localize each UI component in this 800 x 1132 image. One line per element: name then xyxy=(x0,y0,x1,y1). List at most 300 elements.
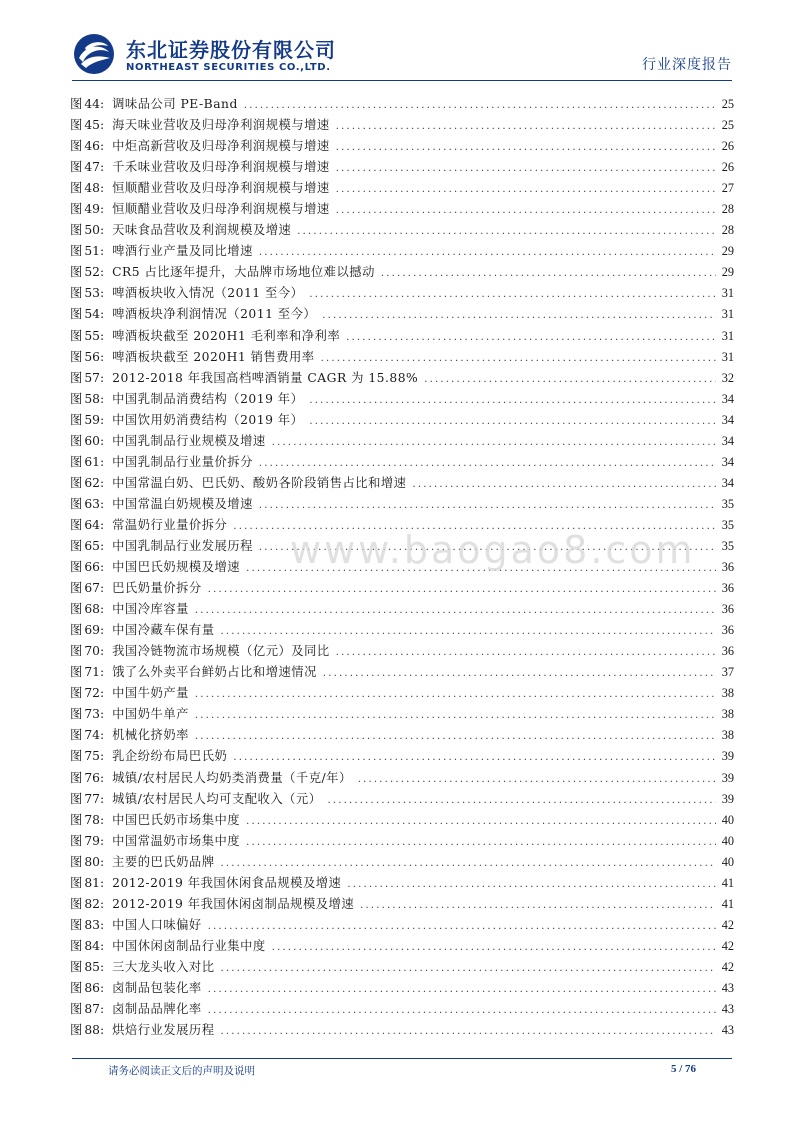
toc-entry-title[interactable]: 2012-2018 年我国高档啤酒销量 CAGR 为 15.88% xyxy=(112,370,419,385)
toc-entry[interactable] xyxy=(70,683,734,704)
toc-entry-title[interactable]: 啤酒板块收入情况（2011 至今） xyxy=(112,286,304,301)
toc-entry-page[interactable]: 40 xyxy=(721,812,734,827)
toc-entry-prefix: 图 xyxy=(70,244,83,259)
toc-entry[interactable] xyxy=(70,789,734,810)
toc-entry[interactable] xyxy=(70,873,734,894)
toc-entry-colon: : xyxy=(99,812,105,827)
toc-entry-prefix: 图 xyxy=(70,602,83,617)
toc-entry-colon: : xyxy=(99,496,105,511)
toc-entry-colon: : xyxy=(99,665,105,680)
toc-leader-dots xyxy=(424,374,715,385)
toc-leader-dots xyxy=(309,416,715,427)
toc-entry[interactable] xyxy=(70,178,734,199)
toc-entry-colon: : xyxy=(99,1023,105,1038)
toc-entry[interactable] xyxy=(70,957,734,978)
toc-entry-colon: : xyxy=(99,980,105,995)
toc-entry-colon: : xyxy=(99,560,105,575)
toc-entry-title[interactable]: 乳企纷纷布局巴氏奶 xyxy=(112,749,228,764)
toc-entry-page[interactable]: 39 xyxy=(721,791,734,806)
toc-entry-page[interactable]: 25 xyxy=(721,97,734,111)
toc-entry[interactable] xyxy=(70,199,734,220)
toc-entry-page[interactable]: 43 xyxy=(721,1002,734,1017)
toc-entry[interactable] xyxy=(70,641,734,662)
toc-entry-colon: : xyxy=(99,644,105,659)
toc-leader-dots xyxy=(336,142,716,153)
toc-entry-colon: : xyxy=(99,602,105,617)
toc-entry-title[interactable]: 中炬高新营收及归母净利润规模与增速 xyxy=(112,139,330,154)
toc-entry-prefix: 图 xyxy=(70,770,83,785)
toc-entry-page[interactable]: 36 xyxy=(721,644,734,659)
toc-entry-page[interactable]: 36 xyxy=(721,602,734,617)
toc-entry-prefix: 图 xyxy=(70,581,83,596)
toc-entry-title[interactable]: 啤酒板块截至 2020H1 销售费用率 xyxy=(112,349,315,364)
toc-entry-number: 88 xyxy=(84,1023,100,1038)
toc-entry-colon: : xyxy=(99,833,105,848)
toc-leader-dots xyxy=(322,310,716,321)
toc-entry-colon: : xyxy=(99,139,105,154)
toc-entry[interactable] xyxy=(70,578,734,599)
toc-entry[interactable] xyxy=(70,620,734,641)
toc-entry-prefix: 图 xyxy=(70,665,83,680)
toc-entry-colon: : xyxy=(99,244,105,259)
company-name-cn: 东北证券股份有限公司 xyxy=(126,38,336,62)
toc-entry-page[interactable]: 42 xyxy=(721,959,734,974)
toc-entry-page[interactable]: 26 xyxy=(721,139,734,154)
toc-entry-page[interactable]: 35 xyxy=(721,538,734,553)
toc-entry-number: 72 xyxy=(84,686,100,701)
toc-entry-prefix: 图 xyxy=(70,328,83,343)
toc-entry-page[interactable]: 35 xyxy=(721,496,734,511)
toc-leader-dots xyxy=(381,268,716,279)
toc-entry-prefix: 图 xyxy=(70,475,83,490)
toc-entry-colon: : xyxy=(99,896,105,911)
toc-entry-prefix: 图 xyxy=(70,749,83,764)
toc-entry-colon: : xyxy=(99,938,105,953)
toc-entry-number: 60 xyxy=(84,433,100,448)
toc-entry-colon: : xyxy=(99,517,105,532)
toc-leader-dots xyxy=(272,437,716,448)
toc-entry-prefix: 图 xyxy=(70,370,83,385)
toc-entry-prefix: 图 xyxy=(70,938,83,953)
toc-leader-dots xyxy=(208,984,716,995)
toc-entry-page[interactable]: 36 xyxy=(721,560,734,575)
toc-entry-colon: : xyxy=(99,707,105,722)
toc-entry-number: 61 xyxy=(84,454,100,469)
toc-entry-prefix: 图 xyxy=(70,1023,83,1038)
toc-entry-number: 47 xyxy=(84,160,100,175)
toc-entry-page[interactable]: 38 xyxy=(721,686,734,701)
toc-entry-page[interactable]: 38 xyxy=(721,707,734,722)
toc-entry[interactable] xyxy=(70,936,734,957)
toc-leader-dots xyxy=(221,626,716,637)
toc-entry-page[interactable]: 39 xyxy=(721,770,734,785)
toc-entry-prefix: 图 xyxy=(70,959,83,974)
toc-leader-dots xyxy=(336,163,716,174)
toc-entry-colon: : xyxy=(99,328,105,343)
toc-entry[interactable] xyxy=(70,368,734,389)
footer-divider xyxy=(72,1058,732,1059)
toc-leader-dots xyxy=(412,479,715,490)
toc-entry-prefix: 图 xyxy=(70,496,83,511)
page-number: 5 / 76 xyxy=(670,1063,696,1075)
toc-entry-number: 56 xyxy=(84,349,100,364)
toc-entry-colon: : xyxy=(99,370,105,385)
toc-entry-prefix: 图 xyxy=(70,139,83,154)
toc-entry-number: 51 xyxy=(84,244,100,259)
toc-entry-page[interactable]: 35 xyxy=(721,517,734,532)
toc-leader-dots xyxy=(246,816,716,827)
toc-entry-page[interactable]: 34 xyxy=(721,433,734,448)
toc-entry-number: 78 xyxy=(84,812,100,827)
toc-entry-number: 52 xyxy=(84,265,100,280)
toc-entry-number: 74 xyxy=(84,728,100,743)
toc-entry-title[interactable]: 中国巴氏奶规模及增速 xyxy=(112,560,241,575)
toc-entry-page[interactable]: 31 xyxy=(721,328,734,343)
toc-entry-number: 73 xyxy=(84,707,100,722)
toc-entry-prefix: 图 xyxy=(70,875,83,890)
toc-entry-title[interactable]: 中国奶牛单产 xyxy=(112,707,189,722)
toc-entry-number: 64 xyxy=(84,517,100,532)
toc-entry[interactable] xyxy=(70,431,734,452)
toc-entry[interactable] xyxy=(70,452,734,473)
toc-entry-colon: : xyxy=(99,349,105,364)
toc-entry-number: 63 xyxy=(84,496,100,511)
watermark: www.baogao8.com xyxy=(290,528,696,572)
toc-entry-page[interactable]: 40 xyxy=(721,833,734,848)
toc-entry-title[interactable]: 千禾味业营收及归母净利润规模与增速 xyxy=(112,160,330,175)
toc-entry[interactable] xyxy=(70,157,734,178)
toc-entry-colon: : xyxy=(99,265,105,280)
toc-entry-number: 58 xyxy=(84,391,100,406)
toc-entry-number: 55 xyxy=(84,328,100,343)
toc-entry-title[interactable]: 中国冷藏车保有量 xyxy=(112,623,215,638)
toc-entry[interactable] xyxy=(70,410,734,431)
toc-entry-prefix: 图 xyxy=(70,980,83,995)
toc-entry-page[interactable]: 34 xyxy=(721,391,734,406)
toc-leader-dots xyxy=(323,668,716,679)
toc-entry-page[interactable]: 26 xyxy=(721,160,734,175)
toc-leader-dots xyxy=(195,710,716,721)
toc-entry[interactable] xyxy=(70,220,734,241)
toc-entry-title[interactable]: 烘焙行业发展历程 xyxy=(112,1023,215,1038)
toc-leader-dots xyxy=(195,689,716,700)
toc-entry-title[interactable]: 中国常温白奶规模及增速 xyxy=(112,496,253,511)
toc-entry-page[interactable]: 36 xyxy=(721,623,734,638)
toc-entry-number: 75 xyxy=(84,749,100,764)
toc-entry-title[interactable]: 卤制品品牌化率 xyxy=(112,1002,202,1017)
toc-entry-number: 81 xyxy=(84,875,100,890)
toc-entry-title[interactable]: 2012-2019 年我国休闲食品规模及增速 xyxy=(112,875,342,890)
toc-entry-page[interactable]: 25 xyxy=(721,118,734,133)
toc-leader-dots xyxy=(221,858,716,869)
toc-entry[interactable] xyxy=(70,662,734,683)
toc-entry-title[interactable]: 海天味业营收及归母净利润规模与增速 xyxy=(112,118,330,133)
toc-leader-dots xyxy=(272,942,716,953)
toc-entry-colon: : xyxy=(99,917,105,932)
toc-leader-dots xyxy=(297,226,715,237)
toc-entry-colon: : xyxy=(99,181,105,196)
toc-leader-dots xyxy=(208,921,716,932)
toc-entry-colon: : xyxy=(99,959,105,974)
toc-entry-number: 83 xyxy=(84,917,100,932)
report-type: 行业深度报告 xyxy=(642,57,732,73)
toc-entry[interactable] xyxy=(70,494,734,515)
toc-entry-number: 70 xyxy=(84,644,100,659)
toc-leader-dots xyxy=(195,605,716,616)
toc-leader-dots xyxy=(309,289,715,300)
toc-entry[interactable] xyxy=(70,136,734,157)
toc-entry-number: 57 xyxy=(84,370,100,385)
toc-entry[interactable] xyxy=(70,473,734,494)
toc-entry-prefix: 图 xyxy=(70,202,83,217)
toc-leader-dots xyxy=(328,795,716,806)
toc-entry-prefix: 图 xyxy=(70,917,83,932)
toc-entry-prefix: 图 xyxy=(70,812,83,827)
footer-disclaimer: 请务必阅读正文后的声明及说明 xyxy=(108,1065,255,1077)
toc-entry-title[interactable]: 卤制品包装化率 xyxy=(112,980,202,995)
toc-entry-title[interactable]: 2012-2019 年我国休闲卤制品规模及增速 xyxy=(112,896,355,911)
toc-entry-colon: : xyxy=(99,749,105,764)
header-divider xyxy=(72,80,732,81)
toc-entry-colon: : xyxy=(99,433,105,448)
toc-entry-colon: : xyxy=(99,307,105,322)
toc-entry-prefix: 图 xyxy=(70,391,83,406)
toc-leader-dots xyxy=(246,837,716,848)
toc-entry-page[interactable]: 42 xyxy=(721,938,734,953)
toc-entry-colon: : xyxy=(99,391,105,406)
toc-leader-dots xyxy=(195,731,716,742)
toc-entry-page[interactable]: 27 xyxy=(721,181,734,196)
toc-entry-prefix: 图 xyxy=(70,517,83,532)
toc-entry-page[interactable]: 34 xyxy=(721,412,734,427)
toc-entry-prefix: 图 xyxy=(70,686,83,701)
toc-entry-page[interactable]: 28 xyxy=(721,223,734,238)
toc-leader-dots xyxy=(221,963,716,974)
toc-entry-page[interactable]: 36 xyxy=(721,581,734,596)
toc-entry-page[interactable]: 31 xyxy=(721,349,734,364)
toc-entry-title[interactable]: 中国饮用奶消费结构（2019 年） xyxy=(112,412,304,427)
toc-entry[interactable] xyxy=(70,999,734,1020)
toc-leader-dots xyxy=(208,584,716,595)
toc-entry-title[interactable]: 我国冷链物流市场规模（亿元）及同比 xyxy=(112,644,330,659)
toc-entry-title[interactable]: 三大龙头收入对比 xyxy=(112,959,215,974)
toc-entry-number: 77 xyxy=(84,791,100,806)
toc-entry-colon: : xyxy=(99,475,105,490)
toc-entry-prefix: 图 xyxy=(70,454,83,469)
toc-leader-dots xyxy=(360,900,716,911)
toc-entry-title[interactable]: 中国巴氏奶市场集中度 xyxy=(112,812,241,827)
toc-leader-dots xyxy=(309,395,715,406)
toc-entry-number: 44 xyxy=(84,97,100,111)
toc-entry-prefix: 图 xyxy=(70,728,83,743)
toc-entry-colon: : xyxy=(99,1002,105,1017)
toc-entry[interactable] xyxy=(70,389,734,410)
toc-entry[interactable] xyxy=(70,283,734,304)
toc-entry-title[interactable]: 城镇/农村居民人均奶类消费量（千克/年） xyxy=(112,770,352,785)
toc-entry-title[interactable]: 天味食品营收及利润规模及增速 xyxy=(112,223,292,238)
toc-entry-prefix: 图 xyxy=(70,560,83,575)
toc-entry-colon: : xyxy=(99,454,105,469)
toc-entry-title[interactable]: 常温奶行业量价拆分 xyxy=(112,517,228,532)
toc-entry[interactable] xyxy=(70,115,734,136)
toc-entry-title[interactable]: 中国冷库容量 xyxy=(112,602,189,617)
toc-entry-title[interactable]: 中国乳制品行业量价拆分 xyxy=(112,454,253,469)
toc-entry-colon: : xyxy=(99,854,105,869)
toc-entry-number: 59 xyxy=(84,412,100,427)
toc-entry-prefix: 图 xyxy=(70,623,83,638)
toc-entry-title[interactable]: 中国乳制品消费结构（2019 年） xyxy=(112,391,304,406)
toc-entry-colon: : xyxy=(99,791,105,806)
toc-entry-number: 68 xyxy=(84,602,100,617)
toc-entry-number: 66 xyxy=(84,560,100,575)
toc-entry-title[interactable]: 饿了么外卖平台鲜奶占比和增速情况 xyxy=(112,665,317,680)
toc-entry-page[interactable]: 41 xyxy=(721,875,734,890)
toc-leader-dots xyxy=(336,205,716,216)
toc-entry[interactable] xyxy=(70,852,734,873)
toc-leader-dots xyxy=(259,247,716,258)
toc-entry[interactable] xyxy=(70,725,734,746)
toc-entry-page[interactable]: 43 xyxy=(721,1023,734,1038)
toc-entry-title[interactable]: 恒顺醋业营收及归母净利润规模与增速 xyxy=(112,181,330,196)
toc-entry-number: 54 xyxy=(84,307,100,322)
toc-entry-prefix: 图 xyxy=(70,349,83,364)
toc-entry-page[interactable]: 28 xyxy=(721,202,734,217)
toc-entry-page[interactable]: 37 xyxy=(721,665,734,680)
toc-entry-prefix: 图 xyxy=(70,412,83,427)
toc-entry-number: 50 xyxy=(84,223,100,238)
toc-entry-number: 67 xyxy=(84,581,100,596)
toc-entry-number: 65 xyxy=(84,538,100,553)
toc-entry-page[interactable]: 39 xyxy=(721,749,734,764)
toc-leader-dots xyxy=(346,332,716,343)
toc-entry-prefix: 图 xyxy=(70,707,83,722)
toc-entry-title[interactable]: 中国乳制品行业发展历程 xyxy=(112,538,253,553)
toc-entry-prefix: 图 xyxy=(70,265,83,280)
toc-entry-title[interactable]: CR5 占比逐年提升，大品牌市场地位难以撼动 xyxy=(112,265,375,280)
toc-entry-title[interactable]: 中国休闲卤制品行业集中度 xyxy=(112,938,266,953)
toc-entry-number: 85 xyxy=(84,959,100,974)
toc-entry-colon: : xyxy=(99,728,105,743)
toc-entry-title[interactable]: 啤酒板块截至 2020H1 毛利率和净利率 xyxy=(112,328,341,343)
toc-entry-prefix: 图 xyxy=(70,286,83,301)
toc-entry-colon: : xyxy=(99,686,105,701)
toc-entry[interactable] xyxy=(70,1020,734,1041)
toc-entry-number: 86 xyxy=(84,980,100,995)
toc-entry-prefix: 图 xyxy=(70,1002,83,1017)
toc-entry-colon: : xyxy=(99,160,105,175)
toc-leader-dots xyxy=(358,774,716,785)
toc-entry-prefix: 图 xyxy=(70,307,83,322)
page-header xyxy=(72,30,732,80)
toc-entry-number: 62 xyxy=(84,475,100,490)
toc-entry[interactable] xyxy=(70,599,734,620)
toc-entry-title[interactable]: 城镇/农村居民人均可支配收入（元） xyxy=(112,791,322,806)
toc-entry-title[interactable]: 恒顺醋业营收及归母净利润规模与增速 xyxy=(112,202,330,217)
company-name-en: NORTHEAST SECURITIES CO.,LTD. xyxy=(126,62,331,73)
toc-entry-colon: : xyxy=(99,118,105,133)
toc-entry-number: 48 xyxy=(84,181,100,196)
toc-entry-page[interactable]: 42 xyxy=(721,917,734,932)
toc-leader-dots xyxy=(336,647,716,658)
toc-entry-number: 80 xyxy=(84,854,100,869)
toc-entry-page[interactable]: 31 xyxy=(721,286,734,301)
toc-entry[interactable] xyxy=(70,831,734,852)
toc-entry-colon: : xyxy=(99,223,105,238)
toc-entry-title[interactable]: 机械化挤奶率 xyxy=(112,728,189,743)
toc-entry-colon: : xyxy=(99,875,105,890)
toc-entry-colon: : xyxy=(99,286,105,301)
toc-entry-prefix: 图 xyxy=(70,644,83,659)
toc-entry-title[interactable]: 主要的巴氏奶品牌 xyxy=(112,854,215,869)
toc-entry[interactable] xyxy=(70,304,734,325)
toc-entry-title[interactable]: 中国常温奶市场集中度 xyxy=(112,833,241,848)
toc-entry-page[interactable]: 34 xyxy=(721,475,734,490)
toc-entry-page[interactable]: 43 xyxy=(721,980,734,995)
toc-entry[interactable] xyxy=(70,915,734,936)
toc-entry[interactable] xyxy=(70,768,734,789)
toc-leader-dots xyxy=(221,1026,716,1037)
toc-entry-colon: : xyxy=(99,581,105,596)
toc-entry-page[interactable]: 29 xyxy=(721,244,734,259)
toc-entry-number: 84 xyxy=(84,938,100,953)
toc-entry-colon: : xyxy=(99,538,105,553)
toc-entry[interactable] xyxy=(70,94,734,115)
toc-entry[interactable] xyxy=(70,810,734,831)
toc-leader-dots xyxy=(336,184,716,195)
toc-entry-number: 49 xyxy=(84,202,100,217)
toc-entry-page[interactable]: 41 xyxy=(721,896,734,911)
toc-entry-number: 82 xyxy=(84,896,100,911)
toc-entry-title[interactable]: 中国牛奶产量 xyxy=(112,686,189,701)
toc-entry-page[interactable]: 29 xyxy=(721,265,734,280)
toc-entry-title[interactable]: 调味品公司 PE-Band xyxy=(112,97,238,111)
toc-entry-title[interactable]: 中国人口味偏好 xyxy=(112,917,202,932)
toc-entry-page[interactable]: 32 xyxy=(721,370,734,385)
toc-leader-dots xyxy=(259,458,716,469)
toc-entry[interactable] xyxy=(70,894,734,915)
toc-entry-prefix: 图 xyxy=(70,791,83,806)
toc-entry-page[interactable]: 34 xyxy=(721,454,734,469)
toc-entry[interactable] xyxy=(70,347,734,368)
toc-leader-dots xyxy=(259,500,716,511)
toc-entry-title[interactable]: 啤酒行业产量及同比增速 xyxy=(112,244,253,259)
toc-entry-title[interactable]: 中国常温白奶、巴氏奶、酸奶各阶段销售占比和增速 xyxy=(112,475,407,490)
toc-entry[interactable] xyxy=(70,241,734,262)
toc-entry[interactable] xyxy=(70,978,734,999)
toc-entry-number: 71 xyxy=(84,665,100,680)
toc-entry-page[interactable]: 31 xyxy=(721,307,734,322)
toc-leader-dots xyxy=(321,353,716,364)
toc-entry[interactable] xyxy=(70,704,734,725)
toc-entry-title[interactable]: 啤酒板块净利润情况（2011 至今） xyxy=(112,307,317,322)
toc-entry-colon: : xyxy=(99,770,105,785)
toc-entry-title[interactable]: 中国乳制品行业规模及增速 xyxy=(112,433,266,448)
toc-entry-prefix: 图 xyxy=(70,223,83,238)
toc-entry[interactable] xyxy=(70,746,734,767)
toc-entry-number: 76 xyxy=(84,770,100,785)
toc-entry-title[interactable]: 巴氏奶量价拆分 xyxy=(112,581,202,596)
toc-entry-colon: : xyxy=(99,202,105,217)
toc-leader-dots xyxy=(208,1005,716,1016)
toc-entry-prefix: 图 xyxy=(70,833,83,848)
toc-entry-page[interactable]: 40 xyxy=(721,854,734,869)
toc-entry[interactable] xyxy=(70,326,734,347)
toc-entry-page[interactable]: 38 xyxy=(721,728,734,743)
toc-entry-prefix: 图 xyxy=(70,538,83,553)
toc-entry[interactable] xyxy=(70,262,734,283)
toc-entry-number: 87 xyxy=(84,1002,100,1017)
toc-entry-prefix: 图 xyxy=(70,896,83,911)
